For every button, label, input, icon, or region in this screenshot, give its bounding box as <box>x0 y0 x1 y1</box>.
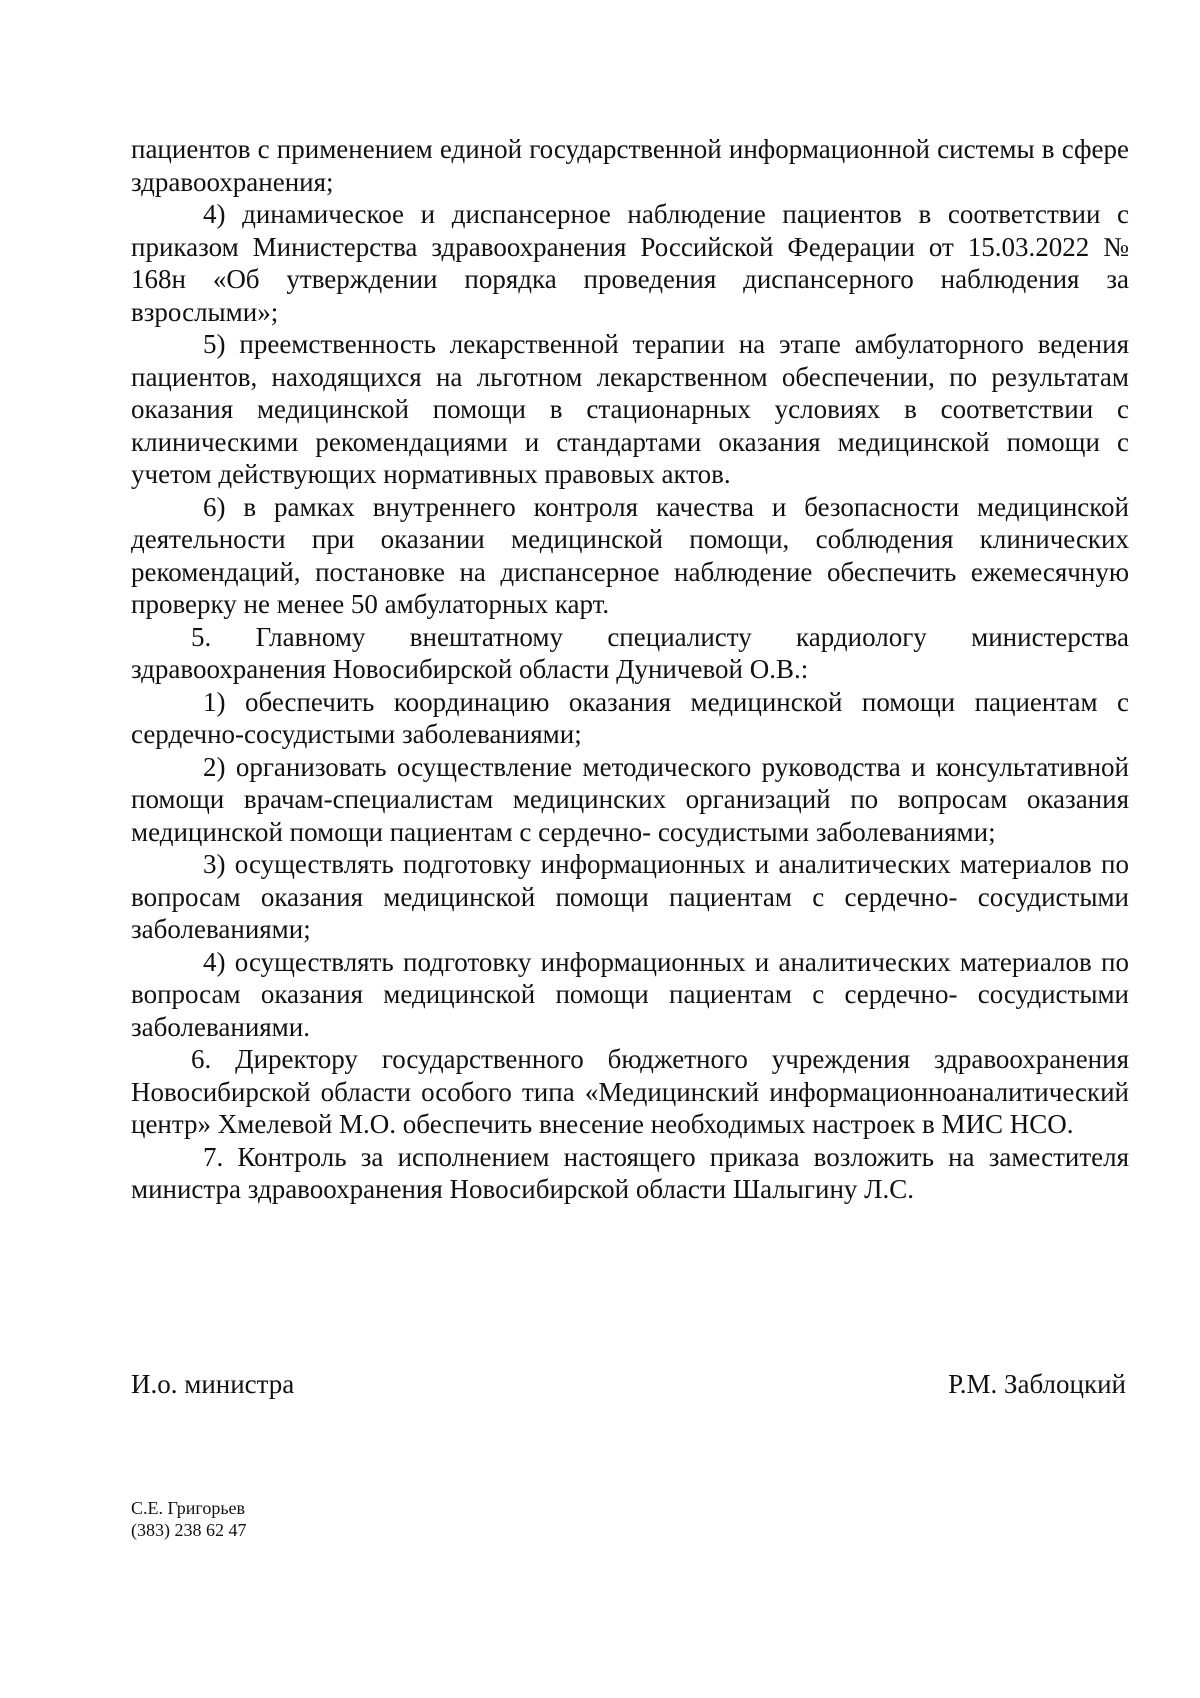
executor-block <box>131 1497 247 1541</box>
executor-name: С.Е. Григорьев <box>131 1498 246 1518</box>
paragraph-section-5-item-1: 1) обеспечить координацию оказания медицинской помощи пациентам с сердечно-сосудистыми заболеваниями; <box>131 686 1129 749</box>
signature-name: Р.М. Заблоцкий <box>948 1369 1126 1399</box>
paragraph-section-7: 7. Контроль за исполнением настоящего приказа возложить на заместителя министра здравоохранения Новосибирской области Шалыгину Л.С. <box>131 1141 1129 1204</box>
document-body <box>131 133 1129 1206</box>
paragraph-item-5-therapy: 5) преемственность лекарственной терапии на этапе амбулаторного ведения пациентов, находящихся на льготном лекарственном обеспечении, по результатам оказания медицинской помощи в стационарных условиях в соответствии с клиническими рекомендациями и стандартами оказания медицинской помощи с учетом действующих нормативных правовых актов. <box>131 329 1129 489</box>
paragraph-item-4-dispensary: 4) динамическое и диспансерное наблюдение пациентов в соответствии с приказом Министерства здравоохранения Российской Федерации от 15.03.2022 № 168н «Об утверждении порядка проведения диспансерного наблюдения за взрослыми»; <box>131 199 1129 327</box>
paragraph-section-5-item-3: 3) осуществлять подготовку информационных и аналитических материалов по вопросам оказания медицинской помощи пациентам с сердечно- сосудистыми заболеваниями; <box>131 849 1129 944</box>
paragraph-continuation: пациентов с применением единой государственной информационной системы в сфере здравоохранения; <box>131 134 1129 197</box>
paragraph-section-6: 6. Директору государственного бюджетного учреждения здравоохранения Новосибирской области особого типа «Медицинский информационноаналитический центр» Хмелевой М.О. обеспечить внесение необходимых настроек в МИС НСО. <box>131 1044 1129 1139</box>
executor-phone: (383) 238 62 47 <box>131 1520 247 1540</box>
paragraph-item-6-control: 6) в рамках внутреннего контроля качества и безопасности медицинской деятельности при оказании медицинской помощи, соблюдения клинических рекомендаций, постановке на диспансерное наблюдение обеспечить ежемесячную проверку не менее 50 амбулаторных карт. <box>131 491 1129 619</box>
paragraph-section-5: 5. Главному внештатному специалисту кардиологу министерства здравоохранения Новосибирской области Дуничевой О.В.: <box>131 621 1129 684</box>
signature-position: И.о. министра <box>131 1369 295 1399</box>
paragraph-section-5-item-4: 4) осуществлять подготовку информационных и аналитических материалов по вопросам оказания медицинской помощи пациентам с сердечно- сосудистыми заболеваниями. <box>131 946 1129 1042</box>
paragraph-section-5-item-2: 2) организовать осуществление методического руководства и консультативной помощи врачам-специалистам медицинских организаций по вопросам оказания медицинской помощи пациентам с сердечно- сосудистыми заболеваниями; <box>131 751 1129 847</box>
